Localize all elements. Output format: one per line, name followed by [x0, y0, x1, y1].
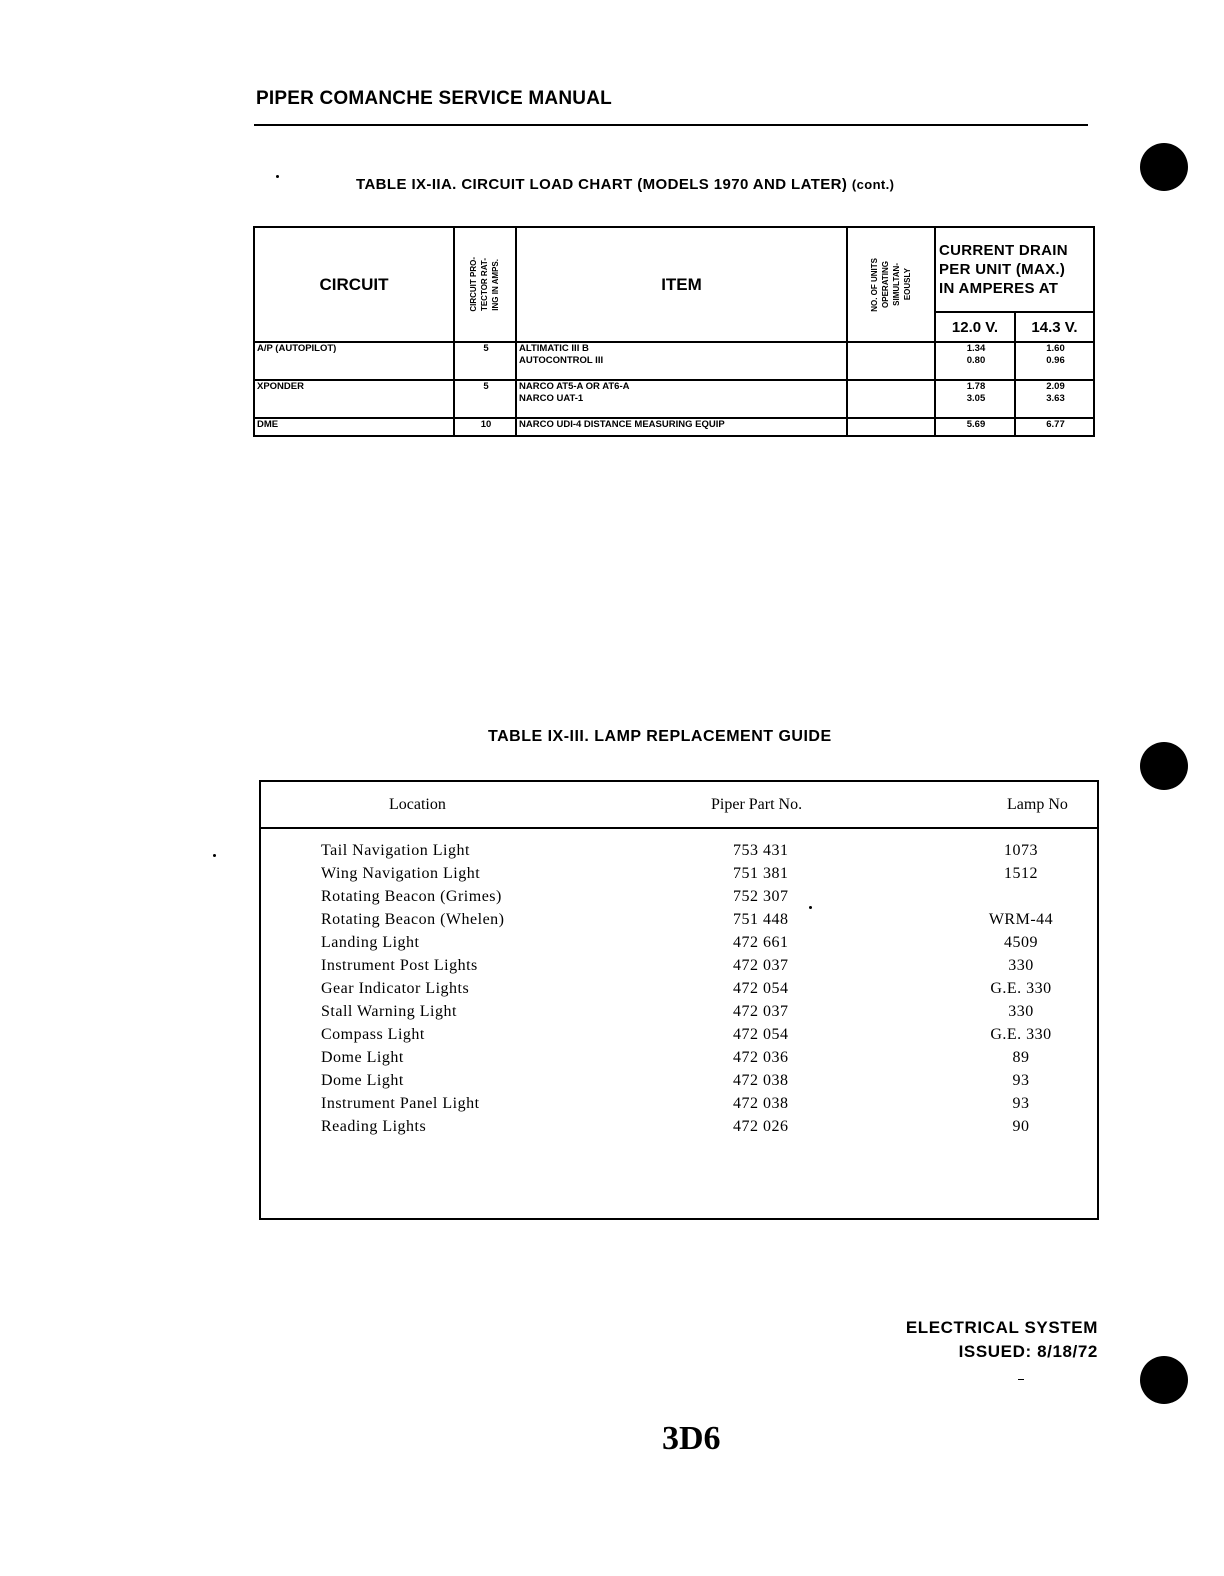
drain-12v-cell [935, 342, 1015, 380]
lamp-part-number: 472 036 [733, 1049, 789, 1066]
table-row [261, 1049, 1097, 1072]
table-row [261, 980, 1097, 1003]
lamp-number: 1073 [1004, 842, 1038, 859]
table-row [261, 1026, 1097, 1049]
lamp-location: Rotating Beacon (Whelen) [321, 911, 505, 928]
lamp-part-number: 751 381 [733, 865, 789, 882]
circuit-table-title-text: TABLE IX-IIA. CIRCUIT LOAD CHART (MODELS 1970 AND LATER) [356, 176, 848, 193]
lamp-location: Wing Navigation Light [321, 865, 481, 882]
table-row [261, 1095, 1097, 1118]
circuit-cell [254, 380, 454, 418]
item-name: ALTIMATIC III B [519, 343, 589, 354]
item-name: NARCO UDI-4 DISTANCE MEASURING EQUIP [519, 419, 725, 430]
units-header-line: EOUSLY [902, 268, 912, 301]
rating-value: 5 [483, 381, 489, 392]
table-row [254, 418, 1094, 436]
table-row [261, 1072, 1097, 1095]
drain-12v-cell [935, 418, 1015, 436]
lamp-location: Instrument Post Lights [321, 957, 478, 974]
circuit-name: DME [257, 419, 279, 430]
column-header-14v: 14.3 V. [1015, 312, 1094, 342]
lamp-part-number: 472 054 [733, 1026, 789, 1043]
lamp-number: 1512 [1004, 865, 1038, 882]
table-row [261, 865, 1097, 888]
scan-speck [213, 854, 216, 857]
units-value [850, 419, 934, 431]
lamp-location: Rotating Beacon (Grimes) [321, 888, 502, 905]
item-name: AUTOCONTROL III [519, 355, 604, 366]
lamp-part-number: 752 307 [733, 888, 789, 905]
lamp-location: Instrument Panel Light [321, 1095, 480, 1112]
lamp-number: G.E. 330 [990, 980, 1052, 997]
drain-14v-value: 6.77 [1046, 419, 1065, 430]
lamp-part-number: 472 054 [733, 980, 789, 997]
units-cell [847, 380, 935, 418]
lamp-location: Landing Light [321, 934, 420, 951]
units-header-line: OPERATING [880, 261, 890, 308]
drain-14v-value: 0.96 [1046, 355, 1065, 366]
lamp-number: WRM-44 [988, 911, 1054, 928]
circuit-name: XPONDER [257, 381, 304, 392]
circuit-table-title [356, 176, 894, 193]
rating-header-line: CIRCUIT PRO- [469, 257, 478, 312]
units-header-line: SIMULTAN- [891, 263, 901, 306]
item-cell [516, 380, 847, 418]
rating-header-line: ING IN AMPS. [491, 258, 500, 311]
column-header-12v: 12.0 V. [935, 312, 1015, 342]
item-cell [516, 342, 847, 380]
table-row [261, 911, 1097, 934]
lamp-number: G.E. 330 [990, 1026, 1052, 1043]
binder-hole-icon [1140, 1356, 1188, 1404]
binder-hole-icon [1140, 742, 1188, 790]
lamp-part-number: 472 661 [733, 934, 789, 951]
item-name: NARCO UAT-1 [519, 393, 584, 404]
drain-header-line: CURRENT DRAIN [939, 242, 1068, 259]
table-row [261, 1003, 1097, 1026]
lamp-location: Tail Navigation Light [321, 842, 470, 859]
item-name: NARCO AT5-A OR AT6-A [519, 381, 630, 392]
rating-cell [454, 380, 516, 418]
table-header-rule [261, 827, 1097, 829]
lamp-part-number: 472 038 [733, 1095, 789, 1112]
lamp-location: Dome Light [321, 1049, 404, 1066]
column-header-item: ITEM [516, 227, 847, 342]
scan-mark [1018, 1379, 1024, 1380]
lamp-replacement-table [259, 780, 1099, 1220]
rating-cell [454, 342, 516, 380]
page-number: 3D6 [662, 1420, 721, 1457]
drain-14v-value: 3.63 [1046, 393, 1065, 404]
lamp-table-title: TABLE IX-III. LAMP REPLACEMENT GUIDE [488, 728, 832, 745]
lamp-number: 93 [1012, 1095, 1030, 1112]
lamp-part-number: 472 037 [733, 1003, 789, 1020]
units-cell [847, 342, 935, 380]
drain-12v-cell [935, 380, 1015, 418]
lamp-number: 93 [1012, 1072, 1030, 1089]
units-value [850, 381, 934, 393]
table-row [261, 957, 1097, 980]
circuit-cell [254, 342, 454, 380]
drain-14v-value: 1.60 [1046, 343, 1065, 354]
units-cell [847, 418, 935, 436]
drain-header-line: PER UNIT (MAX.) [939, 261, 1066, 278]
column-header-rating [454, 227, 516, 342]
lamp-location: Dome Light [321, 1072, 404, 1089]
drain-14v-cell [1015, 342, 1094, 380]
lamp-part-number: 472 037 [733, 957, 789, 974]
lamp-part-number: 753 431 [733, 842, 789, 859]
circuit-name: A/P (AUTOPILOT) [257, 343, 337, 354]
scan-speck [276, 175, 279, 178]
drain-12v-value: 0.80 [966, 355, 986, 366]
scan-speck [809, 906, 812, 909]
drain-12v-value: 3.05 [966, 393, 986, 404]
lamp-part-number: 751 448 [733, 911, 789, 928]
lamp-number: 90 [1012, 1118, 1030, 1135]
column-header-lamp-number: Lamp No [1007, 796, 1068, 813]
circuit-load-table [253, 226, 1095, 437]
lamp-number: 330 [1008, 957, 1034, 974]
footer-block [906, 1316, 1098, 1364]
column-header-current-drain [935, 227, 1094, 312]
rating-value: 10 [480, 419, 492, 430]
circuit-table-title-suffix: (cont.) [851, 177, 895, 192]
drain-14v-value: 2.09 [1046, 381, 1065, 392]
lamp-number: 4509 [1004, 934, 1038, 951]
table-row [261, 842, 1097, 865]
table-row [261, 934, 1097, 957]
drain-14v-cell [1015, 418, 1094, 436]
table-row [254, 342, 1094, 380]
lamp-location: Reading Lights [321, 1118, 427, 1135]
table-row [261, 888, 1097, 911]
lamp-location: Compass Light [321, 1026, 425, 1043]
drain-12v-value: 1.78 [966, 381, 986, 392]
header-rule [254, 124, 1088, 126]
lamp-number: 330 [1008, 1003, 1034, 1020]
drain-12v-value: 5.69 [966, 419, 986, 430]
drain-12v-value: 1.34 [966, 343, 986, 354]
lamp-part-number: 472 038 [733, 1072, 789, 1089]
lamp-location: Gear Indicator Lights [321, 980, 470, 997]
footer-section-title: ELECTRICAL SYSTEM [905, 1318, 1098, 1337]
rating-header-line: TECTOR RAT- [480, 257, 489, 312]
item-cell [516, 418, 847, 436]
circuit-cell [254, 418, 454, 436]
table-row [254, 380, 1094, 418]
footer-issued-date: ISSUED: 8/18/72 [958, 1342, 1098, 1361]
lamp-location: Stall Warning Light [321, 1003, 457, 1020]
column-header-units [847, 227, 935, 342]
lamp-part-number: 472 026 [733, 1118, 789, 1135]
page-header-title: PIPER COMANCHE SERVICE MANUAL [256, 88, 612, 109]
drain-14v-cell [1015, 380, 1094, 418]
units-header-line: NO. OF UNITS [869, 257, 879, 312]
table-row [261, 1118, 1097, 1141]
units-value [850, 343, 934, 355]
column-header-location: Location [389, 796, 446, 813]
rating-cell [454, 418, 516, 436]
rating-value: 5 [483, 343, 489, 354]
drain-header-line: IN AMPERES AT [939, 280, 1059, 297]
column-header-circuit: CIRCUIT [254, 227, 454, 342]
lamp-number: 89 [1012, 1049, 1030, 1066]
column-header-part-number: Piper Part No. [711, 796, 803, 813]
binder-hole-icon [1140, 143, 1188, 191]
